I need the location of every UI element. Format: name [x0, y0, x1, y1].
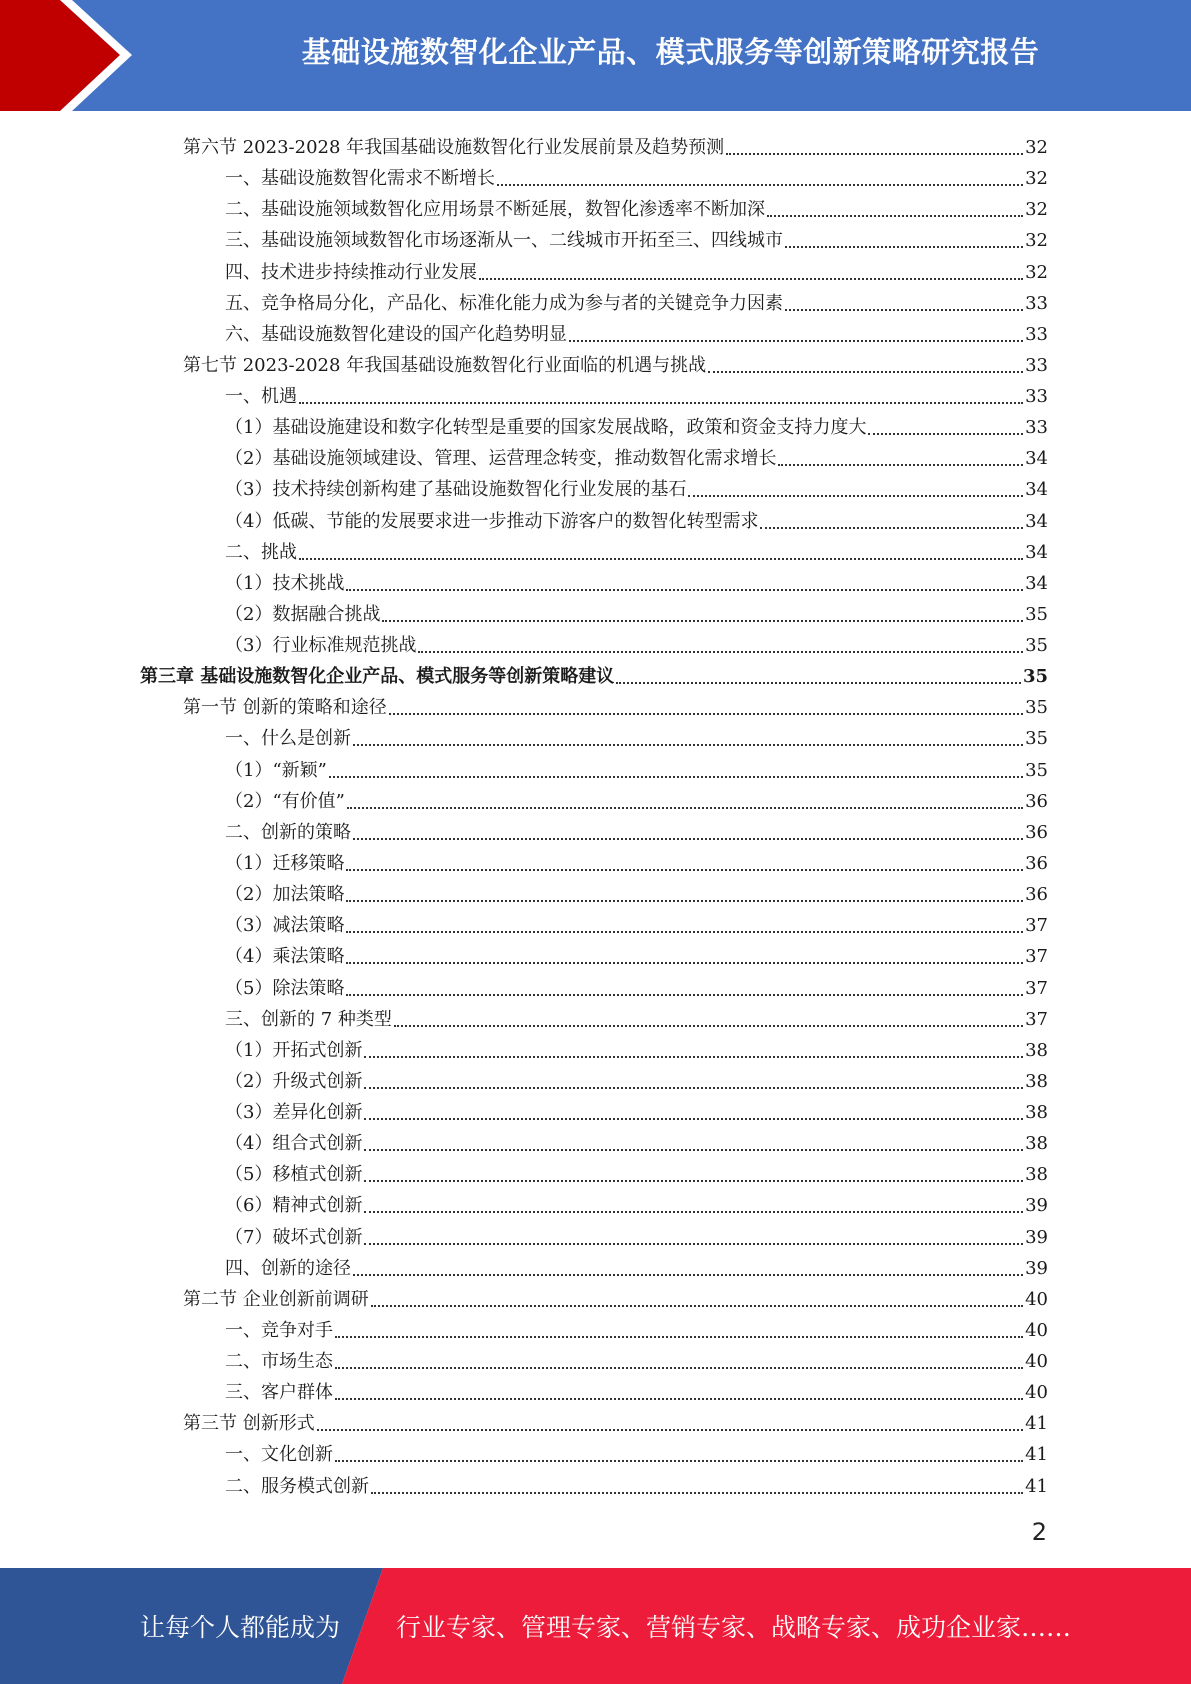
- toc-leader-dots: [353, 1273, 1023, 1276]
- toc-leader-dots: [479, 277, 1023, 280]
- toc-leader-dots: [785, 308, 1023, 311]
- toc-leader-dots: [418, 650, 1023, 653]
- toc-entry-title: 第二节 企业创新前调研: [183, 1288, 369, 1310]
- toc-entry[interactable]: [225, 1093, 1048, 1124]
- toc-entry-title: 五、竞争格局分化，产品化、标准化能力成为参与者的关键竞争力因素: [225, 292, 783, 314]
- toc-entry-title: 二、市场生态: [225, 1351, 333, 1373]
- footer-slogan-right: 行业专家、管理专家、营销专家、战略专家、成功企业家……: [396, 1613, 1072, 1642]
- toc-entry-page: 36: [1025, 790, 1048, 812]
- toc-leader-dots: [335, 1459, 1023, 1462]
- toc-entry-title: 第一节 创新的策略和途径: [183, 697, 387, 719]
- toc-entry-title: 一、竞争对手: [225, 1319, 333, 1341]
- toc-entry[interactable]: [225, 1467, 1048, 1498]
- toc-entry-title: （1）技术挑战: [225, 572, 345, 594]
- toc-entry[interactable]: [225, 719, 1048, 750]
- toc-entry-page: 35: [1025, 697, 1048, 719]
- toc-leader-dots: [785, 245, 1023, 248]
- toc-entry[interactable]: [225, 906, 1048, 937]
- toc-leader-dots: [569, 339, 1023, 342]
- toc-entry[interactable]: [225, 1373, 1048, 1404]
- toc-entry-title: 二、基础设施领域数智化应用场景不断延展，数智化渗透率不断加深: [225, 199, 765, 221]
- toc-leader-dots: [389, 712, 1023, 715]
- toc-leader-dots: [299, 557, 1023, 560]
- toc-entry-page: 34: [1025, 448, 1048, 470]
- toc-entry-title: （4）乘法策略: [225, 946, 345, 968]
- toc-entry-title: 一、机遇: [225, 386, 297, 408]
- page-header: [0, 0, 1191, 111]
- toc-entry-title: 第三章 基础设施数智化企业产品、模式服务等创新策略建议: [140, 666, 615, 688]
- toc-leader-dots: [346, 993, 1023, 996]
- toc-entry[interactable]: [225, 595, 1048, 626]
- toc-leader-dots: [382, 619, 1023, 622]
- toc-entry-page: 33: [1025, 292, 1048, 314]
- toc-entry-title: 三、创新的 7 种类型: [225, 1008, 392, 1030]
- toc-entry[interactable]: [225, 1124, 1048, 1155]
- toc-entry[interactable]: [183, 128, 1048, 159]
- toc-entry-title: （2）升级式创新: [225, 1070, 363, 1092]
- toc-entry-title: 三、基础设施领域数智化市场逐渐从一、二线城市开拓至三、四线城市: [225, 230, 783, 252]
- toc-entry-page: 37: [1025, 946, 1048, 968]
- toc-entry-page: 33: [1025, 354, 1048, 376]
- toc-entry-title: （1）基础设施建设和数字化转型是重要的国家发展战略，政策和资金支持力度大: [225, 417, 867, 439]
- toc-entry[interactable]: [225, 1155, 1048, 1186]
- toc-entry[interactable]: [225, 502, 1048, 533]
- toc-entry-page: 41: [1025, 1475, 1048, 1497]
- toc-entry[interactable]: [225, 1062, 1048, 1093]
- toc-entry-title: （4）组合式创新: [225, 1133, 363, 1155]
- toc-entry[interactable]: [225, 470, 1048, 501]
- toc-entry-page: 37: [1025, 915, 1048, 937]
- toc-entry-title: （3）技术持续创新构建了基础设施数智化行业发展的基石: [225, 479, 687, 501]
- toc-entry[interactable]: [225, 937, 1048, 968]
- toc-entry[interactable]: [225, 533, 1048, 564]
- footer-slogan-left: 让每个人都能成为: [140, 1613, 341, 1642]
- toc-leader-dots: [708, 370, 1023, 373]
- toc-leader-dots: [688, 494, 1023, 497]
- toc-entry-title: （3）减法策略: [225, 915, 345, 937]
- toc-entry-page: 36: [1025, 852, 1048, 874]
- toc-entry[interactable]: [225, 844, 1048, 875]
- toc-entry-page: 33: [1025, 386, 1048, 408]
- toc-entry[interactable]: [225, 813, 1048, 844]
- toc-leader-dots: [371, 1491, 1023, 1494]
- toc-entry-page: 35: [1025, 759, 1048, 781]
- toc-entry[interactable]: [225, 782, 1048, 813]
- toc-entry-page: 41: [1025, 1413, 1048, 1435]
- toc-entry-title: 二、服务模式创新: [225, 1475, 369, 1497]
- toc-entry[interactable]: [225, 1435, 1048, 1466]
- toc-leader-dots: [394, 1024, 1023, 1027]
- toc-entry[interactable]: [225, 1186, 1048, 1217]
- toc-leader-dots: [726, 152, 1023, 155]
- toc-entry[interactable]: [225, 377, 1048, 408]
- toc-entry-title: 四、技术进步持续推动行业发展: [225, 261, 477, 283]
- toc-entry[interactable]: [225, 969, 1048, 1000]
- toc-entry-page: 34: [1025, 572, 1048, 594]
- toc-entry-title: （2）数据融合挑战: [225, 603, 381, 625]
- toc-entry-page: 39: [1025, 1257, 1048, 1279]
- toc-entry[interactable]: [183, 688, 1048, 719]
- toc-leader-dots: [335, 1397, 1023, 1400]
- toc-entry[interactable]: [225, 284, 1048, 315]
- toc-entry-page: 36: [1025, 884, 1048, 906]
- toc-entry-title: 二、创新的策略: [225, 821, 351, 843]
- toc-entry[interactable]: [140, 657, 1048, 688]
- toc-leader-dots: [778, 463, 1023, 466]
- toc-leader-dots: [371, 1304, 1023, 1307]
- toc-entry-page: 38: [1025, 1133, 1048, 1155]
- toc-entry-title: （1）“新颖”: [225, 759, 327, 781]
- toc-leader-dots: [335, 1366, 1023, 1369]
- toc-entry-title: 第七节 2023-2028 年我国基础设施数智化行业面临的机遇与挑战: [183, 354, 707, 376]
- toc-entry-page: 34: [1025, 479, 1048, 501]
- toc-entry-page: 38: [1025, 1039, 1048, 1061]
- toc-entry-title: （1）开拓式创新: [225, 1039, 363, 1061]
- toc-entry-page: 35: [1025, 728, 1048, 750]
- toc-entry[interactable]: [225, 1311, 1048, 1342]
- toc-entry-title: （2）加法策略: [225, 884, 345, 906]
- toc-leader-dots: [347, 806, 1023, 809]
- toc-entry[interactable]: [225, 751, 1048, 782]
- toc-entry[interactable]: [225, 1249, 1048, 1280]
- toc-entry-title: （6）精神式创新: [225, 1195, 363, 1217]
- toc-entry-title: 六、基础设施数智化建设的国产化趋势明显: [225, 323, 567, 345]
- toc-entry-title: 三、客户群体: [225, 1382, 333, 1404]
- toc-entry-page: 38: [1025, 1164, 1048, 1186]
- toc-leader-dots: [346, 868, 1023, 871]
- toc-entry-page: 35: [1022, 666, 1048, 688]
- toc-entry[interactable]: [225, 159, 1048, 190]
- toc-entry-page: 35: [1025, 635, 1048, 657]
- toc-entry-title: 一、文化创新: [225, 1444, 333, 1466]
- toc-leader-dots: [346, 961, 1023, 964]
- toc-entry-title: （5）移植式创新: [225, 1164, 363, 1186]
- toc-leader-dots: [364, 1242, 1023, 1245]
- toc-entry[interactable]: [183, 346, 1048, 377]
- toc-entry[interactable]: [225, 875, 1048, 906]
- toc-leader-dots: [767, 214, 1023, 217]
- toc-entry-page: 33: [1025, 323, 1048, 345]
- toc-entry-page: 40: [1025, 1351, 1048, 1373]
- toc-entry-page: 40: [1025, 1288, 1048, 1310]
- toc-entry-page: 32: [1025, 230, 1048, 252]
- toc-entry-title: （7）破坏式创新: [225, 1226, 363, 1248]
- toc-entry-page: 40: [1025, 1382, 1048, 1404]
- toc-leader-dots: [364, 1117, 1023, 1120]
- toc-entry-title: （2）基础设施领域建设、管理、运营理念转变，推动数智化需求增长: [225, 448, 777, 470]
- toc-leader-dots: [868, 432, 1023, 435]
- toc-leader-dots: [353, 743, 1023, 746]
- toc-entry-page: 32: [1025, 137, 1048, 158]
- toc-entry[interactable]: [225, 564, 1048, 595]
- toc-leader-dots: [364, 1210, 1023, 1213]
- toc-leader-dots: [353, 837, 1023, 840]
- toc-entry[interactable]: [225, 221, 1048, 252]
- toc-entry-page: 40: [1025, 1319, 1048, 1341]
- toc-leader-dots: [317, 1428, 1023, 1431]
- toc-entry-title: 第三节 创新形式: [183, 1413, 315, 1435]
- toc-entry-page: 37: [1025, 977, 1048, 999]
- toc-entry[interactable]: [225, 253, 1048, 284]
- page-number: 2: [1031, 1518, 1047, 1546]
- toc-entry[interactable]: [225, 1000, 1048, 1031]
- toc-entry-title: （2）“有价值”: [225, 790, 345, 812]
- toc-leader-dots: [346, 588, 1023, 591]
- toc-entry-page: 39: [1025, 1195, 1048, 1217]
- toc-entry[interactable]: [225, 439, 1048, 470]
- toc-entry[interactable]: [225, 315, 1048, 346]
- toc-entry[interactable]: [225, 626, 1048, 657]
- toc-entry-page: 35: [1025, 603, 1048, 625]
- toc-entry-page: 36: [1025, 821, 1048, 843]
- toc-entry[interactable]: [183, 1280, 1048, 1311]
- toc-entry-page: 34: [1025, 541, 1048, 563]
- page-footer: [0, 1568, 1191, 1684]
- toc-leader-dots: [364, 1148, 1023, 1151]
- toc-entry[interactable]: [225, 408, 1048, 439]
- toc-entry[interactable]: [183, 1404, 1048, 1435]
- toc-leader-dots: [497, 183, 1023, 186]
- toc-entry-page: 38: [1025, 1070, 1048, 1092]
- toc-entry-title: 二、挑战: [225, 541, 297, 563]
- toc-entry-title: （3）差异化创新: [225, 1102, 363, 1124]
- toc-entry-page: 41: [1025, 1444, 1048, 1466]
- toc-leader-dots: [346, 930, 1023, 933]
- toc-entry-title: （4）低碳、节能的发展要求进一步推动下游客户的数智化转型需求: [225, 510, 759, 532]
- toc-entry-page: 32: [1025, 199, 1048, 221]
- toc-entry-page: 32: [1025, 168, 1048, 190]
- toc-entry-page: 39: [1025, 1226, 1048, 1248]
- toc-entry-title: 一、基础设施数智化需求不断增长: [225, 168, 495, 190]
- toc-entry-title: 第六节 2023-2028 年我国基础设施数智化行业发展前景及趋势预测: [183, 137, 725, 158]
- toc-leader-dots: [616, 681, 1021, 684]
- toc-entry-title: （3）行业标准规范挑战: [225, 635, 417, 657]
- toc-entry[interactable]: [225, 1342, 1048, 1373]
- toc-entry-title: 四、创新的途径: [225, 1257, 351, 1279]
- toc-leader-dots: [335, 1335, 1023, 1338]
- toc-entry-title: 一、什么是创新: [225, 728, 351, 750]
- toc-entry[interactable]: [225, 1031, 1048, 1062]
- toc-entry-title: （5）除法策略: [225, 977, 345, 999]
- toc-entry-page: 38: [1025, 1102, 1048, 1124]
- toc-entry-page: 33: [1025, 417, 1048, 439]
- toc-entry[interactable]: [225, 190, 1048, 221]
- toc-entry-page: 37: [1025, 1008, 1048, 1030]
- toc-leader-dots: [760, 526, 1023, 529]
- toc-leader-dots: [364, 1086, 1023, 1089]
- header-arrow-icon: [0, 0, 150, 111]
- toc-entry-page: 34: [1025, 510, 1048, 532]
- toc-leader-dots: [346, 899, 1023, 902]
- toc-entry-page: 32: [1025, 261, 1048, 283]
- toc-entry[interactable]: [225, 1218, 1048, 1249]
- header-title: 基础设施数智化企业产品、模式服务等创新策略研究报告: [301, 34, 1040, 69]
- toc-leader-dots: [364, 1179, 1023, 1182]
- toc-entry-title: （1）迁移策略: [225, 852, 345, 874]
- toc-leader-dots: [299, 401, 1023, 404]
- toc-leader-dots: [364, 1055, 1023, 1058]
- toc-leader-dots: [329, 775, 1023, 778]
